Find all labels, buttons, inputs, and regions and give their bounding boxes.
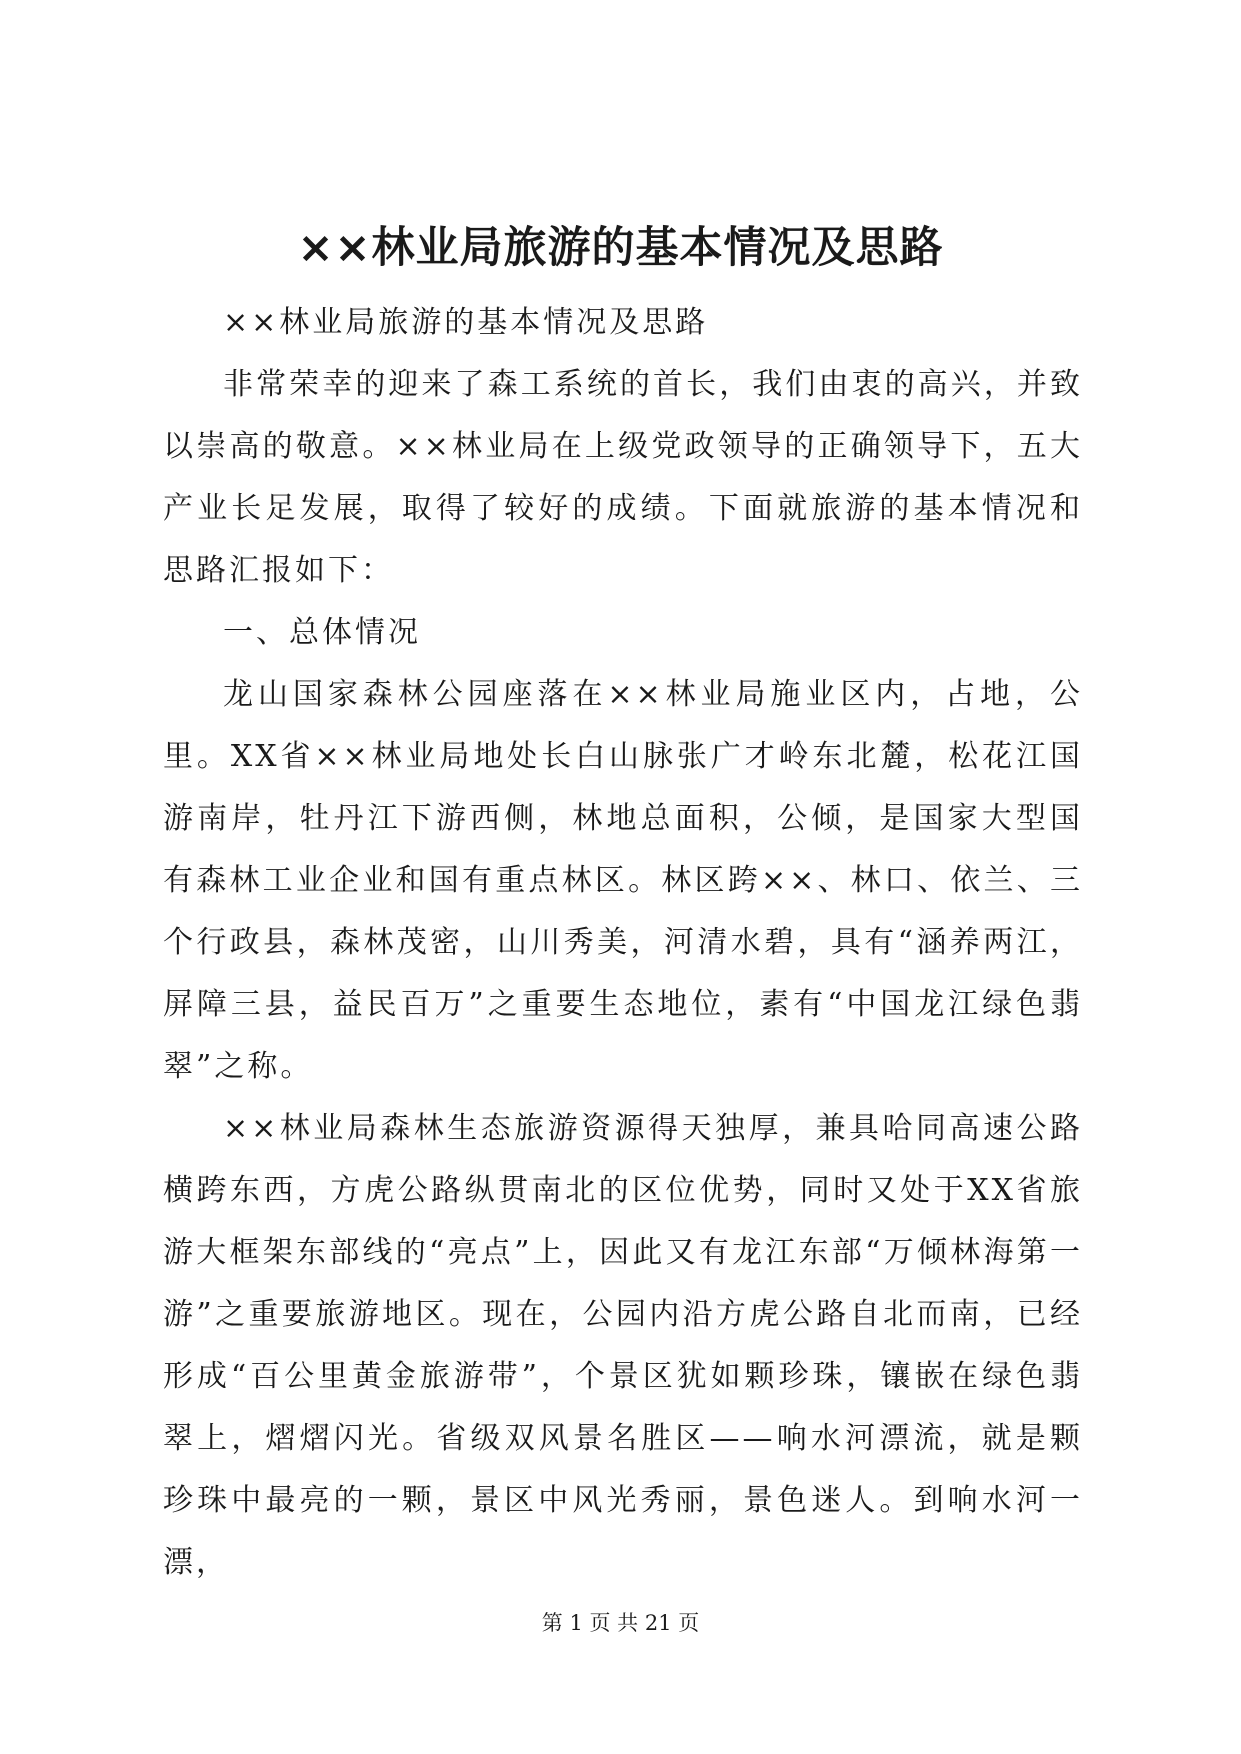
document-body: [163, 292, 1083, 1594]
paragraph-tourism-resources: ××林业局森林生态旅游资源得天独厚，兼具哈同高速公路横跨东西，方虎公路纵贯南北的区位优势，同时又处于XX省旅游大框架东部线的“亮点”上，因此又有龙江东部“万倾林海第一游”之重要旅游地区。现在，公园内沿方虎公路自北而南，已经形成“百公里黄金旅游带”，个景区犹如颗珍珠，镶嵌在绿色翡翠上，熠熠闪光。省级双风景名胜区——响水河漂流，就是颗珍珠中最亮的一颗，景区中风光秀丽，景色迷人。到响水河一漂，: [163, 1111, 1083, 1580]
document-title: ××林业局旅游的基本情况及思路: [297, 223, 944, 273]
section-heading-overview: 一、总体情况: [223, 615, 421, 650]
paragraph-intro: 非常荣幸的迎来了森工系统的首长，我们由衷的高兴，并致以崇高的敬意。××林业局在上级党政领导的正确领导下，五大产业长足发展，取得了较好的成绩。下面就旅游的基本情况和思路汇报如下：: [163, 367, 1083, 588]
page-footer: 第 1 页 共 21 页: [541, 1611, 700, 1635]
paragraph-park-location: 龙山国家森林公园座落在××林业局施业区内，占地，公里。XX省××林业局地处长白山脉张广才岭东北麓，松花江国游南岸，牡丹江下游西侧，林地总面积，公倾，是国家大型国有森林工业企业和国有重点林区。林区跨××、林口、依兰、三个行政县，森林茂密，山川秀美，河清水碧，具有“涵养两江，屏障三县，益民百万”之重要生态地位，素有“中国龙江绿色翡翠”之称。: [163, 677, 1083, 1084]
paragraph-subtitle: ××林业局旅游的基本情况及思路: [223, 305, 709, 340]
